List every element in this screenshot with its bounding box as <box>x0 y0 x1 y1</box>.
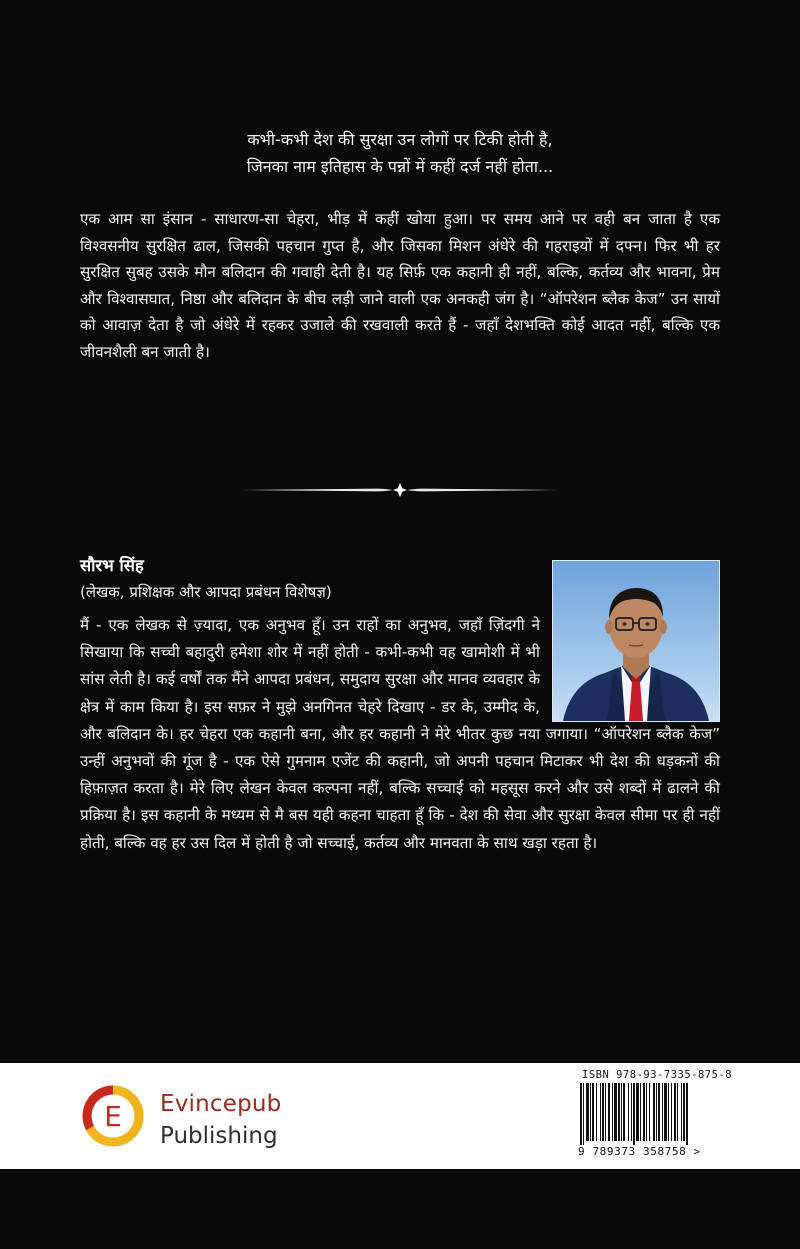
tagline-line-1: कभी-कभी देश की सुरक्षा उन लोगों पर टिकी होती है, <box>247 130 553 149</box>
barcode-bar <box>631 1083 632 1141</box>
barcode-bar <box>643 1083 645 1141</box>
barcode-bar <box>671 1083 672 1141</box>
barcode-bar <box>658 1083 660 1141</box>
barcode-bar <box>580 1083 582 1145</box>
publisher-logo-letter: E <box>104 1100 122 1133</box>
barcode-bar <box>649 1083 650 1141</box>
tagline-line-2: जिनका नाम इतिहास के पन्नों में कहीं दर्ज नहीं होता... <box>246 157 554 176</box>
isbn-label: ISBN 978-93-7335-875-8 <box>582 1069 733 1081</box>
barcode-bar <box>633 1083 635 1145</box>
publisher-name-line-1: Evincepub <box>160 1091 282 1117</box>
barcode-bar <box>623 1083 625 1141</box>
publisher-logo <box>80 1083 280 1151</box>
author-bio-text: मैं - एक लेखक से ज़्यादा, एक अनुभव हूँ। उन राहों का अनुभव, जहाँ ज़िंदगी ने सिखाया कि सच्ची बहादुरी हमेशा शोर में नहीं होती - कभी-कभी वह खामोशी में भी सांस लेती है। कई वर्षों तक मैंने आपदा प्रबंधन, समुदाय सुरक्षा और मानव व्यवहार के क्षेत्र में काम किया है। इस सफ़र ने मुझे अनगिनत चेहरे दिखाए - डर के, उम्मीद के, और बलिदान के। हर चेहरा एक कहानी बना, और हर कहानी ने मेरे भीतर कुछ नया जगाया। “ऑपरेशन ब्लैक केज” उन्हीं अनुभवों की गूंज है - एक ऐसे गुमनाम एजेंट की कहानी, जो अपनी पहचान मिटाकर भी देश की धड़कनों की हिफ़ाज़त करता है। मेरे लिए लेखन केवल कल्पना नहीं, बल्कि सच्चाई को महसूस करने और उसे शब्दों में ढालने की प्रक्रिया है। इस कहानी के मध्यम से मै बस यही कहना चाहता हूँ कि - देश की सेवा और सुरक्षा केवल सीमा पर ही नहीं होती, बल्कि वह हर उस दिल में होती है जो सच्चाई, कर्तव्य और मानवता के साथ खड़ा रहता है। <box>80 616 720 852</box>
barcode-bar <box>668 1083 669 1141</box>
barcode-bar <box>621 1083 622 1141</box>
isbn-barcode <box>578 1083 720 1145</box>
barcode-bar <box>583 1083 584 1145</box>
publisher-logo-icon <box>80 1083 146 1149</box>
tagline <box>0 126 800 180</box>
barcode-bar <box>590 1083 591 1141</box>
barcode-bar <box>664 1083 667 1141</box>
barcode-bar <box>600 1083 601 1141</box>
author-role: (लेखक, प्रशिक्षक और आपदा प्रबंधन विशेषज्ञ) <box>80 583 332 601</box>
barcode-number: 9 789373 358758 > <box>578 1145 701 1158</box>
barcode-bar <box>686 1083 688 1145</box>
barcode-bar <box>674 1083 676 1141</box>
barcode-bar <box>614 1083 617 1141</box>
author-photo-float <box>552 560 720 705</box>
author-bio-block <box>80 612 720 857</box>
barcode-bar <box>662 1083 663 1141</box>
barcode-bar <box>592 1083 594 1141</box>
author-name: सौरभ सिंह <box>80 556 144 575</box>
barcode-bar <box>656 1083 657 1141</box>
barcode-bar <box>618 1083 620 1141</box>
barcode-bar <box>677 1083 678 1141</box>
ornamental-divider <box>240 478 560 502</box>
barcode-bar <box>586 1083 589 1141</box>
barcode-bar <box>646 1083 647 1141</box>
barcode-bar <box>605 1083 606 1141</box>
barcode-bar <box>628 1083 629 1141</box>
barcode-bar <box>612 1083 613 1141</box>
barcode-bar <box>683 1083 685 1141</box>
barcode-bar <box>653 1083 655 1141</box>
barcode-bar <box>608 1083 610 1141</box>
barcode-bar <box>636 1083 639 1141</box>
barcode-bar <box>681 1083 682 1141</box>
book-blurb: एक आम सा इंसान - साधारण-सा चेहरा, भीड़ में कहीं खोया हुआ। पर समय आने पर वही बन जाता है एक विश्वसनीय सुरक्षित ढाल, जिसकी पहचान गुप्त है, और जिसका मिशन अंधेरे की गहराइयों में दफ्न। फिर भी हर सुरक्षित सुबह उसके मौन बलिदान की गवाही देती है। यह सिर्फ़ एक कहानी ही नहीं, बल्कि, कर्तव्य और भावना, प्रेम और विश्वासघात, निष्ठा और बलिदान के बीच लड़ी जाने वाली एक अनकही जंग है। “ऑपरेशन ब्लैक केज” उन सायों को आवाज़ देता है जो अंधेरे में रहकर उजाले की रखवाली करते हैं - जहाँ देशभक्ति कोई आदत नहीं, बल्कि एक जीवनशैली बन जाती है। <box>80 210 720 361</box>
publisher-name-line-2: Publishing <box>160 1123 278 1149</box>
barcode-bar <box>596 1083 597 1141</box>
barcode-bar <box>602 1083 604 1141</box>
barcode-bar <box>640 1083 641 1141</box>
author-photo <box>552 560 720 722</box>
